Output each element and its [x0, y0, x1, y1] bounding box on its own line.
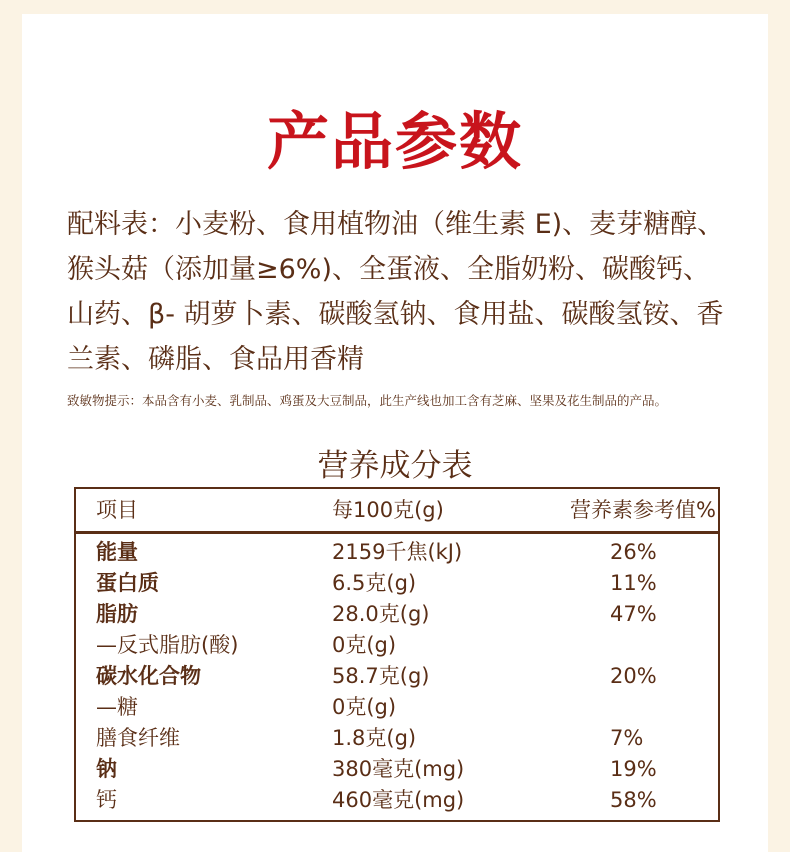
row-nrv: 19% [610, 757, 657, 781]
table-row-carbohydrate [76, 661, 718, 692]
row-amount: 380毫克(mg) [332, 757, 465, 781]
row-item: —糖 [96, 695, 138, 719]
row-nrv: 7% [610, 726, 644, 750]
row-amount: 1.8克(g) [332, 726, 417, 750]
row-nrv: 11% [610, 571, 657, 595]
row-amount: 0克(g) [332, 633, 397, 657]
row-item: 膳食纤维 [96, 726, 180, 750]
row-amount: 58.7克(g) [332, 664, 430, 688]
allergen-notice: 致敏物提示：本品含有小麦、乳制品、鸡蛋及大豆制品，此生产线也加工含有芝麻、坚果及花生制品的产品。 [67, 393, 668, 408]
table-row-sugar [76, 692, 718, 723]
table-row-calcium [76, 785, 718, 816]
table-row-energy [76, 537, 718, 568]
ingredients-text: 配料表：小麦粉、食用植物油（维生素 E)、麦芽糖醇、猴头菇（添加量≥6%)、全蛋液、全脂奶粉、碳酸钙、山药、β- 胡萝卜素、碳酸氢钠、食用盐、碳酸氢铵、香兰素、磷脂、食品用香精 [67, 209, 725, 375]
row-item: 碳水化合物 [96, 664, 201, 688]
table-row-protein [76, 568, 718, 599]
row-item: —反式脂肪(酸) [96, 633, 239, 657]
row-nrv: 47% [610, 602, 657, 626]
row-nrv: 26% [610, 540, 657, 564]
nutrition-table-header [76, 489, 718, 532]
row-item: 钙 [96, 788, 117, 812]
row-item: 脂肪 [96, 602, 138, 626]
table-row-fiber [76, 723, 718, 754]
row-nrv: 20% [610, 664, 657, 688]
header-amount: 每100克(g) [332, 498, 444, 522]
row-item: 钠 [96, 757, 117, 781]
nutrition-table [74, 487, 720, 822]
table-row-sodium [76, 754, 718, 785]
header-item: 项目 [96, 498, 138, 522]
row-amount: 460毫克(mg) [332, 788, 465, 812]
table-row-fat [76, 599, 718, 630]
row-nrv: 58% [610, 788, 657, 812]
row-amount: 2159千焦(kJ) [332, 540, 463, 564]
header-divider [76, 531, 718, 534]
header-nrv: 营养素参考值% [570, 498, 716, 522]
row-item: 蛋白质 [96, 571, 159, 595]
row-item: 能量 [96, 540, 138, 564]
row-amount: 28.0克(g) [332, 602, 430, 626]
page-title: 产品参数 [266, 105, 523, 178]
row-amount: 6.5克(g) [332, 571, 417, 595]
table-row-trans-fat [76, 630, 718, 661]
row-amount: 0克(g) [332, 695, 397, 719]
nutrition-table-title: 营养成分表 [317, 448, 473, 484]
